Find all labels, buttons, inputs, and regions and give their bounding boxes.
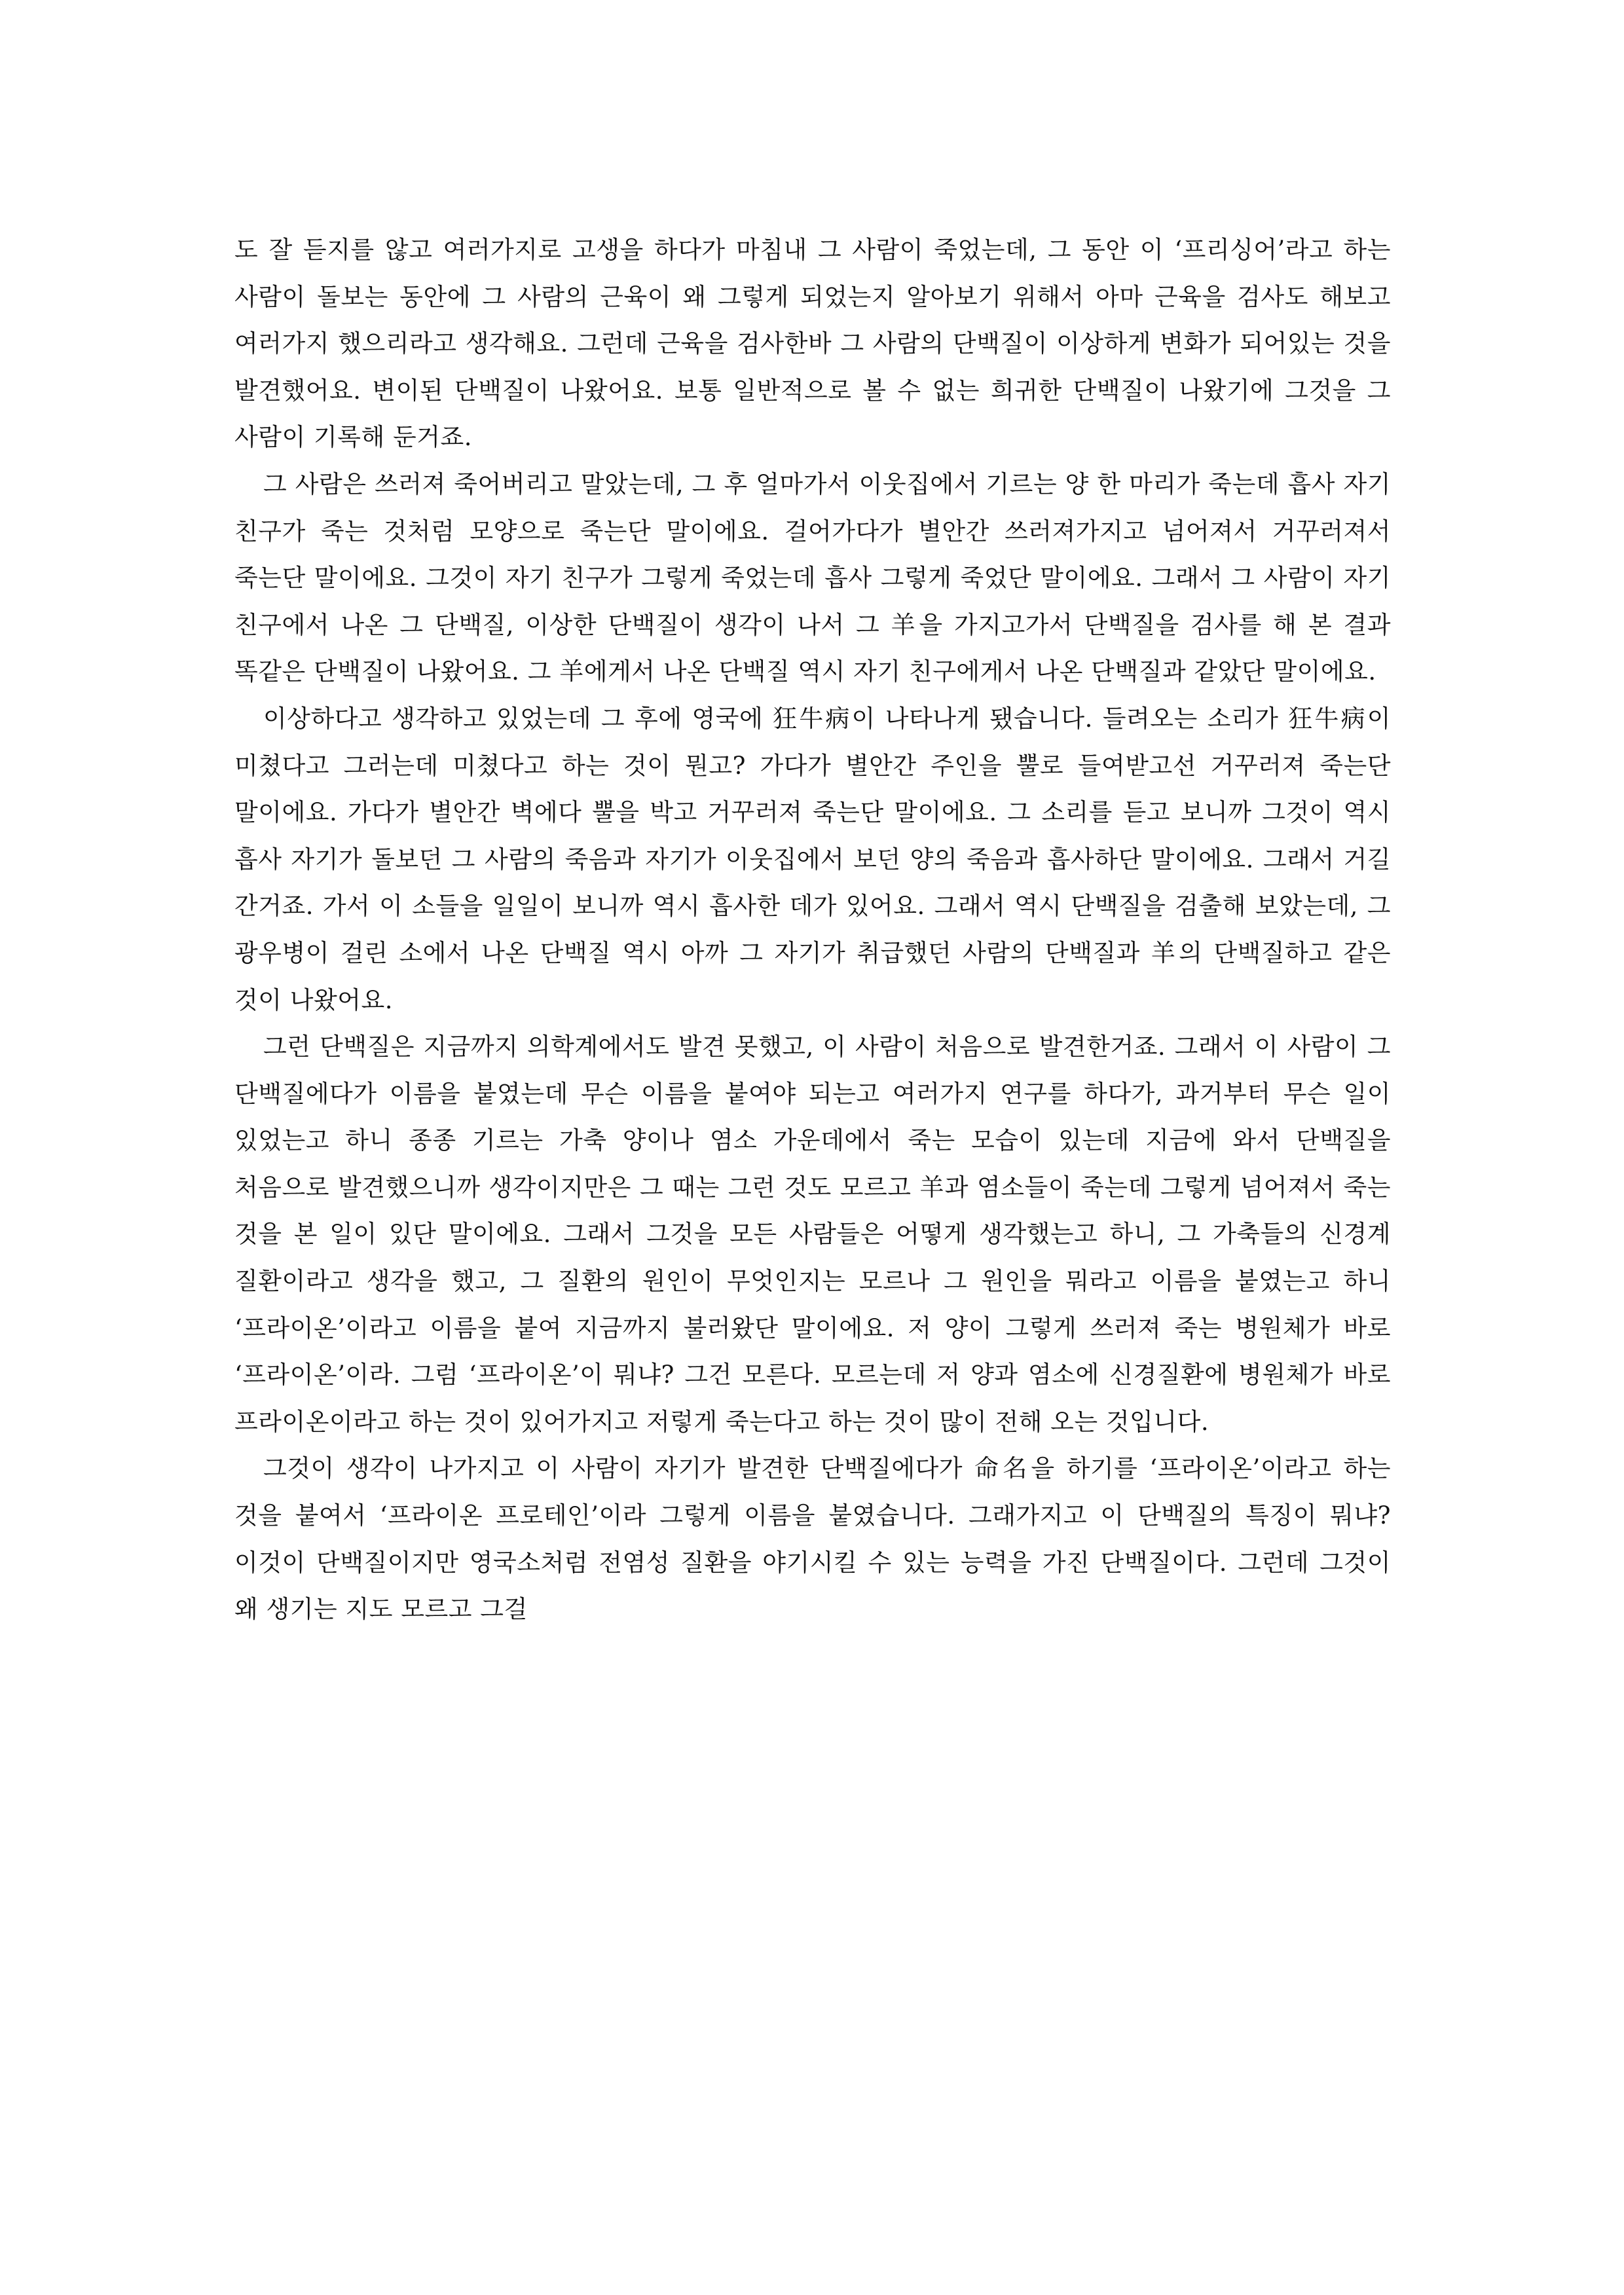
paragraph-5: 그것이 생각이 나가지고 이 사람이 자기가 발견한 단백질에다가 命名을 하기를 ‘프라이온’이라고 하는 것을 붙여서 ‘프라이온 프로테인’이라 그렇게 이름을 붙였습니다. 그래가지고 이 단백질의 특징이 뭐냐? 이것이 단백질이지만 영국소처럼 전염성 질환을 야기시킬 수 있는 능력을 가진 단백질이다. 그런데 그것이 왜 생기는 지도 모르고 그걸 <box>234 1454 1391 1624</box>
paragraph-1: 도 잘 듣지를 않고 여러가지로 고생을 하다가 마침내 그 사람이 죽었는데, 그 동안 이 ‘프리싱어’라고 하는 사람이 돌보는 동안에 그 사람의 근육이 왜 그렇게 되었는지 알아보기 위해서 아마 근육을 검사도 해보고 여러가지 했으리라고 생각해요. 그런데 근육을 검사한바 그 사람의 단백질이 이상하게 변화가 되어있는 것을 발견했어요. 변이된 단백질이 나왔어요. 보통 일반적으로 볼 수 없는 희귀한 단백질이 나왔기에 그것을 그 사람이 기록해 둔거죠. <box>234 236 1391 452</box>
paragraph-4: 그런 단백질은 지금까지 의학계에서도 발견 못했고, 이 사람이 처음으로 발견한거죠. 그래서 이 사람이 그 단백질에다가 이름을 붙였는데 무슨 이름을 붙여야 되는고 여러가지 연구를 하다가, 과거부터 무슨 일이 있었는고 하니 종종 기르는 가축 양이나 염소 가운데에서 죽는 모습이 있는데 지금에 와서 단백질을 처음으로 발견했으니까 생각이지만은 그 때는 그런 것도 모르고 羊과 염소들이 죽는데 그렇게 넘어져서 죽는 것을 본 일이 있단 말이에요. 그래서 그것을 모든 사람들은 어떻게 생각했는고 하니, 그 가축들의 신경계 질환이라고 생각을 했고, 그 질환의 원인이 무엇인지는 모르나 그 원인을 뭐라고 이름을 붙였는고 하니 ‘프라이온’이라고 이름을 붙여 지금까지 불러왔단 말이에요. 저 양이 그렇게 쓰러져 죽는 병원체가 바로 ‘프라이온’이라. 그럼 ‘프라이온’이 뭐냐? 그건 모른다. 모르는데 저 양과 염소에 신경질환에 병원체가 바로 프라이온이라고 하는 것이 있어가지고 저렇게 죽는다고 하는 것이 많이 전해 오는 것입니다. <box>234 1033 1391 1436</box>
paragraph-2: 그 사람은 쓰러져 죽어버리고 말았는데, 그 후 얼마가서 이웃집에서 기르는 양 한 마리가 죽는데 흡사 자기 친구가 죽는 것처럼 모양으로 죽는단 말이에요. 걸어가다가 별안간 쓰러져가지고 넘어져서 거꾸러져서 죽는단 말이에요. 그것이 자기 친구가 그렇게 죽었는데 흡사 그렇게 죽었단 말이에요. 그래서 그 사람이 자기 친구에서 나온 그 단백질, 이상한 단백질이 생각이 나서 그 羊을 가지고가서 단백질을 검사를 해 본 결과 똑같은 단백질이 나왔어요. 그 羊에게서 나온 단백질 역시 자기 친구에게서 나온 단백질과 같았단 말이에요. <box>234 469 1391 686</box>
paragraph-3: 이상하다고 생각하고 있었는데 그 후에 영국에 狂牛病이 나타나게 됐습니다. 들려오는 소리가 狂牛病이 미쳤다고 그러는데 미쳤다고 하는 것이 뭔고? 가다가 별안간 주인을 뿔로 들여받고선 거꾸러져 죽는단 말이에요. 가다가 별안간 벽에다 뿔을 박고 거꾸러져 죽는단 말이에요. 그 소리를 듣고 보니까 그것이 역시 흡사 자기가 돌보던 그 사람의 죽음과 자기가 이웃집에서 보던 양의 죽음과 흡사하단 말이에요. 그래서 거길 간거죠. 가서 이 소들을 일일이 보니까 역시 흡사한 데가 있어요. 그래서 역시 단백질을 검출해 보았는데, 그 광우병이 걸린 소에서 나온 단백질 역시 아까 그 자기가 취급했던 사람의 단백질과 羊의 단백질하고 같은 것이 나왔어요. <box>234 704 1391 1014</box>
body-text <box>234 227 1391 1633</box>
